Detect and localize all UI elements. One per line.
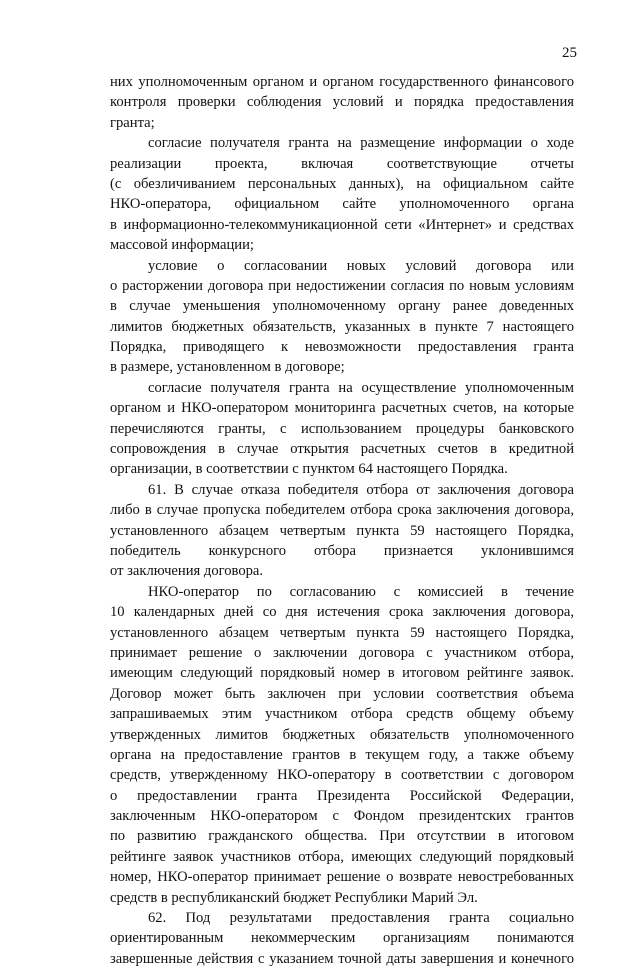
text-line: организации, в соответствии с пунктом 64 настоящего Порядка. <box>110 461 508 478</box>
text-line: средств в республиканский бюджет Республики Марий Эл. <box>110 889 478 906</box>
text-line: НКО-оператор по согласованию с комиссией в течение <box>148 583 574 600</box>
text-line: контроля проверки соблюдения условий и порядка предоставления <box>110 94 574 111</box>
text-line: в размере, установленном в договоре; <box>110 359 345 376</box>
text-line: либо в случае пропуска победителем отбора срока заключения договора, <box>110 502 574 519</box>
text-line: реализации проекта, включая соответствующие отчеты <box>110 155 574 172</box>
text-line: о предоставлении гранта Президента Российской Федерации, <box>110 787 574 804</box>
text-line: принимает решение о заключении договора с участником отбора, <box>110 644 574 661</box>
text-line: о расторжении договора при недостижении согласия по новым условиям <box>110 277 574 294</box>
text-line: в случае уменьшения уполномоченному органу ранее доведенных <box>110 298 574 315</box>
text-line: гранта; <box>110 114 155 131</box>
document-body <box>110 72 574 969</box>
text-line: условие о согласовании новых условий договора или <box>148 257 574 274</box>
text-line: 61. В случае отказа победителя отбора от заключения договора <box>148 481 574 498</box>
text-line: них уполномоченным органом и органом государственного финансового <box>110 74 574 90</box>
text-line: завершенные действия с указанием точной даты завершения и конечного <box>110 950 574 967</box>
text-line: в информационно-телекоммуникационной сети «Интернет» и средствах <box>110 216 574 233</box>
text-line: средств, утвержденному НКО-оператору в соответствии с договором <box>110 767 574 784</box>
text-line: от заключения договора. <box>110 563 264 580</box>
text-line: ориентированным некоммерческим организациям понимаются <box>110 930 574 947</box>
text-line: запрашиваемых этим участником отбора средств общему объему <box>110 706 574 723</box>
text-line: перечисляются гранты, с использованием процедуры банковского <box>110 420 574 437</box>
text-line: (с обезличиванием персональных данных), на официальном сайте <box>110 175 574 192</box>
text-line: массовой информации; <box>110 237 254 254</box>
text-line: Порядка, приводящего к невозможности предоставления гранта <box>110 339 574 356</box>
text-line: согласие получателя гранта на осуществление уполномоченным <box>148 379 574 396</box>
text-line: номер, НКО-оператор принимает решение о возврате невостребованных <box>110 869 574 886</box>
text-line: сопровождения в случае открытия расчетных счетов в кредитной <box>110 441 574 458</box>
text-line: по развитию гражданского общества. При отсутствии в итоговом <box>110 828 574 845</box>
text-line: НКО-оператора, официальном сайте уполномоченного органа <box>110 196 574 213</box>
text-line: утвержденных лимитов бюджетных обязательств уполномоченного <box>110 726 574 743</box>
text-line: имеющим следующий порядковый номер в итоговом рейтинге заявок. <box>110 665 574 682</box>
text-line: согласие получателя гранта на размещение информации о ходе <box>148 135 574 152</box>
text-line: рейтинге заявок участников отбора, имеющих следующий порядковый <box>110 848 574 865</box>
page-number: 25 <box>562 45 577 61</box>
text-line: 62. Под результатами предоставления гранта социально <box>148 910 574 927</box>
text-line: 10 календарных дней со дня истечения срока заключения договора, <box>110 604 574 621</box>
text-line: органа на предоставление грантов в текущем году, а также объему <box>110 746 574 763</box>
text-line: лимитов бюджетных обязательств, указанных в пункте 7 настоящего <box>110 318 574 335</box>
text-line: победитель конкурсного отбора признается уклонившимся <box>110 542 574 559</box>
text-line: установленного абзацем четвертым пункта 59 настоящего Порядка, <box>110 522 574 539</box>
text-line: Договор может быть заключен при условии соответствия объема <box>110 685 574 702</box>
text-line: установленного абзацем четвертым пункта 59 настоящего Порядка, <box>110 624 574 641</box>
text-line: органом и НКО-оператором мониторинга расчетных счетов, на которые <box>110 400 574 417</box>
text-line: заключенным НКО-оператором с Фондом президентских грантов <box>110 808 574 825</box>
